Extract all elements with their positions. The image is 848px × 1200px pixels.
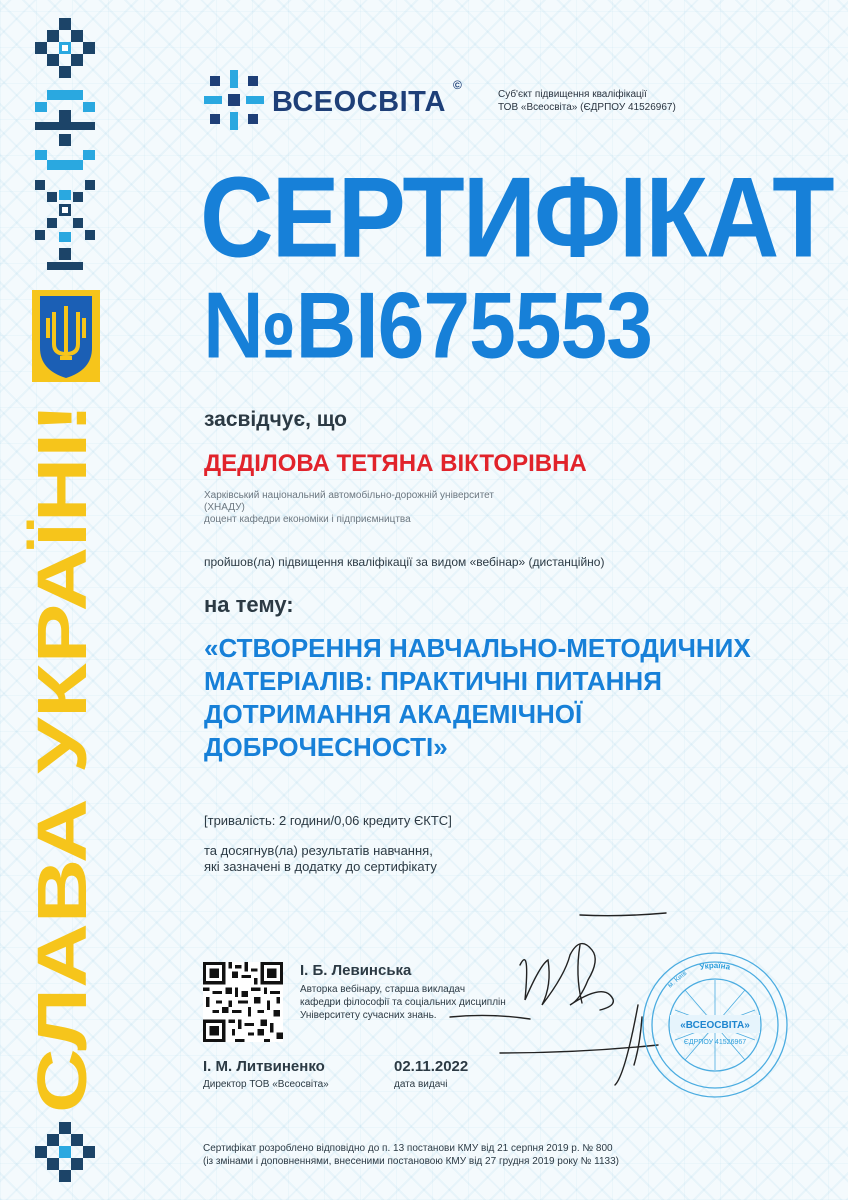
results-text [204, 843, 437, 875]
author-desc-line-1: Авторка вебінару, старша викладач [300, 984, 466, 995]
results-line-1: та досягнув(ла) результатів навчання, [204, 843, 433, 858]
issue-date-label: дата видачі [394, 1079, 448, 1090]
topic-title [204, 632, 794, 764]
slava-ukraini-banner [22, 398, 108, 1118]
training-subject [498, 88, 676, 114]
certificate-number: №ВІ675553 [203, 272, 652, 378]
author-desc-line-2: кафедри філософії та соціальних дисциплін [300, 997, 506, 1008]
star-ornament-logo-icon [202, 68, 266, 132]
certifies-text: засвідчує, що [204, 408, 348, 431]
issue-date: 02.11.2022 [394, 1058, 469, 1075]
director-role: Директор ТОВ «Всеосвіта» [203, 1079, 329, 1090]
certificate-title: СЕРТИФІКАТ [200, 153, 833, 281]
subject-line-1: Суб'єкт підвищення кваліфікації [498, 89, 647, 100]
stamp-top-text: Україна [698, 960, 732, 972]
author-desc-line-3: Університету сучасних знань. [300, 1010, 437, 1021]
slava-ukraini-text: СЛАВА УКРАЇНІ! [23, 557, 101, 1113]
folk-ornament-bottom [22, 1116, 108, 1194]
org-line-2: (ХНАДУ) [204, 502, 245, 513]
topic-line-3: ДОТРИМАННЯ АКАДЕМІЧНОЇ [204, 699, 583, 729]
org-line-3: доцент кафедри економіки і підприємництва [204, 514, 411, 525]
org-line-1: Харківський національний автомобільно-дорожній університет [204, 490, 494, 501]
topic-line-2: МАТЕРІАЛІВ: ПРАКТИЧНІ ПИТАННЯ [204, 666, 662, 696]
topic-label: на тему: [204, 592, 294, 617]
director-name: І. М. Литвиненко [203, 1058, 325, 1075]
completion-text: пройшов(ла) підвищення кваліфікації за видом «вебінар» (дистанційно) [204, 555, 605, 569]
official-stamp [640, 950, 790, 1100]
subject-line-2: ТОВ «Всеосвіта» (ЄДРПОУ 41526967) [498, 102, 676, 113]
footer-line-1: Сертифікат розроблено відповідно до п. 13 постанови КМУ від 21 серпня 2019 р. № 800 [203, 1143, 613, 1154]
duration-text: [тривалість: 2 години/0,06 кредиту ЄКТС] [204, 813, 452, 828]
recipient-name: ДЕДІЛОВА ТЕТЯНА ВІКТОРІВНА [204, 450, 587, 477]
topic-line-4: ДОБРОЧЕСНОСТІ» [204, 732, 448, 762]
stamp-center-text: «ВСЕОСВІТА» [680, 1020, 750, 1031]
coat-of-arms-icon [30, 288, 102, 384]
topic-line-1: «СТВОРЕННЯ НАВЧАЛЬНО-МЕТОДИЧНИХ [204, 633, 751, 663]
footer-note [203, 1142, 723, 1168]
recipient-organization [204, 490, 564, 526]
author-name: І. Б. Левинська [300, 962, 412, 979]
logo-copyright: © [453, 78, 462, 92]
logo-text: ВСЕОСВІТА [272, 86, 446, 118]
folk-ornament-top [22, 10, 108, 280]
results-line-2: які зазначені в додатку до сертифікату [204, 859, 437, 874]
qr-code[interactable] [203, 962, 283, 1042]
stamp-code: ЄДРПОУ 41526967 [683, 1039, 747, 1046]
footer-line-2: (із змінами і доповненнями, внесеними постановою КМУ від 27 грудня 2019 року № 1133) [203, 1156, 620, 1167]
stamp-city: м. Київ [666, 969, 689, 990]
